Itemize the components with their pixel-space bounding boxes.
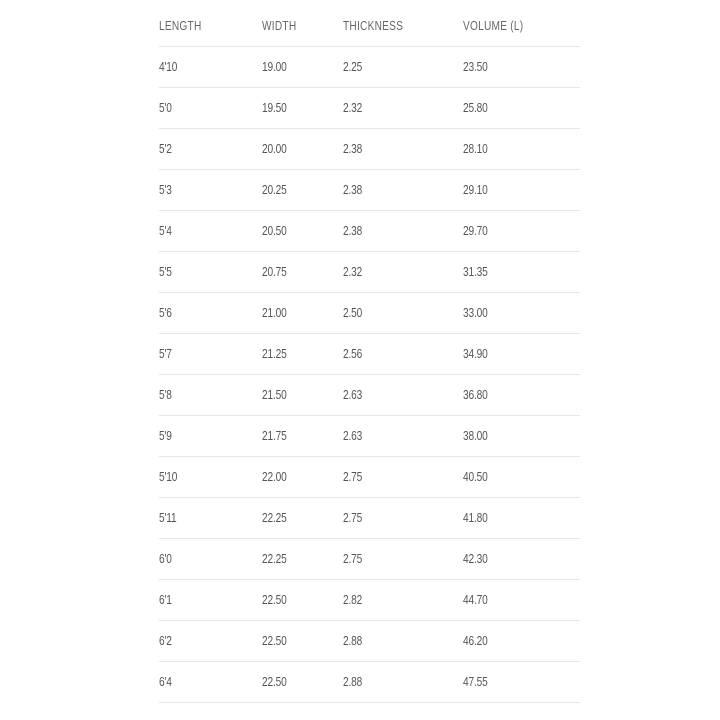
table-row (159, 211, 580, 252)
cell-width: 22.50 (262, 633, 287, 648)
cell-width: 19.50 (262, 100, 287, 115)
cell-length: 5'5 (159, 264, 172, 279)
cell-thickness: 2.25 (343, 59, 363, 74)
cell-length: 5'10 (159, 469, 178, 484)
cell-volume: 23.50 (463, 59, 488, 74)
table-row (159, 457, 580, 498)
table-row (159, 580, 580, 621)
table-row (159, 293, 580, 334)
cell-width: 20.25 (262, 182, 287, 197)
cell-thickness: 2.32 (343, 100, 363, 115)
size-table (159, 6, 580, 703)
cell-width: 21.50 (262, 387, 287, 402)
column-header-volume: VOLUME (L) (463, 18, 524, 33)
cell-thickness: 2.75 (343, 551, 363, 566)
cell-length: 6'1 (159, 592, 172, 607)
cell-width: 22.50 (262, 674, 287, 689)
table-row (159, 498, 580, 539)
cell-length: 5'11 (159, 510, 177, 525)
cell-width: 22.25 (262, 510, 287, 525)
cell-thickness: 2.88 (343, 674, 363, 689)
cell-volume: 28.10 (463, 141, 488, 156)
cell-thickness: 2.38 (343, 141, 363, 156)
cell-volume: 46.20 (463, 633, 488, 648)
column-header-width: WIDTH (262, 18, 297, 33)
table-row (159, 334, 580, 375)
table-row (159, 539, 580, 580)
cell-width: 21.75 (262, 428, 287, 443)
cell-width: 21.25 (262, 346, 287, 361)
table-row (159, 375, 580, 416)
cell-volume: 36.80 (463, 387, 488, 402)
column-header-thickness: THICKNESS (343, 18, 404, 33)
column-header-length: LENGTH (159, 18, 202, 33)
cell-length: 5'2 (159, 141, 172, 156)
cell-length: 5'4 (159, 223, 172, 238)
cell-thickness: 2.50 (343, 305, 363, 320)
cell-width: 20.50 (262, 223, 287, 238)
cell-thickness: 2.82 (343, 592, 363, 607)
cell-volume: 29.10 (463, 182, 488, 197)
table-row (159, 252, 580, 293)
cell-thickness: 2.32 (343, 264, 363, 279)
cell-thickness: 2.88 (343, 633, 363, 648)
cell-length: 5'0 (159, 100, 172, 115)
cell-length: 5'9 (159, 428, 172, 443)
cell-thickness: 2.75 (343, 469, 363, 484)
cell-thickness: 2.63 (343, 428, 363, 443)
cell-width: 22.25 (262, 551, 287, 566)
cell-volume: 33.00 (463, 305, 488, 320)
table-row (159, 88, 580, 129)
cell-volume: 25.80 (463, 100, 488, 115)
cell-width: 20.00 (262, 141, 287, 156)
cell-thickness: 2.63 (343, 387, 363, 402)
cell-volume: 42.30 (463, 551, 488, 566)
cell-volume: 31.35 (463, 264, 488, 279)
table-row (159, 47, 580, 88)
cell-volume: 34.90 (463, 346, 488, 361)
cell-width: 20.75 (262, 264, 287, 279)
table-row (159, 129, 580, 170)
table-body (159, 47, 580, 703)
table-row (159, 170, 580, 211)
table-row (159, 416, 580, 457)
cell-length: 5'3 (159, 182, 172, 197)
cell-width: 22.50 (262, 592, 287, 607)
cell-length: 5'8 (159, 387, 172, 402)
cell-thickness: 2.75 (343, 510, 363, 525)
cell-width: 22.00 (262, 469, 287, 484)
cell-length: 4'10 (159, 59, 178, 74)
table-header-row (159, 6, 580, 47)
cell-length: 5'7 (159, 346, 172, 361)
cell-thickness: 2.38 (343, 223, 363, 238)
cell-length: 6'0 (159, 551, 172, 566)
cell-volume: 41.80 (463, 510, 488, 525)
table-row (159, 662, 580, 703)
cell-volume: 44.70 (463, 592, 488, 607)
cell-volume: 38.00 (463, 428, 488, 443)
cell-length: 6'2 (159, 633, 172, 648)
cell-length: 5'6 (159, 305, 172, 320)
table-row (159, 621, 580, 662)
cell-volume: 29.70 (463, 223, 488, 238)
cell-width: 19.00 (262, 59, 287, 74)
cell-thickness: 2.38 (343, 182, 363, 197)
cell-thickness: 2.56 (343, 346, 363, 361)
cell-volume: 47.55 (463, 674, 488, 689)
cell-volume: 40.50 (463, 469, 488, 484)
cell-width: 21.00 (262, 305, 287, 320)
cell-length: 6'4 (159, 674, 172, 689)
